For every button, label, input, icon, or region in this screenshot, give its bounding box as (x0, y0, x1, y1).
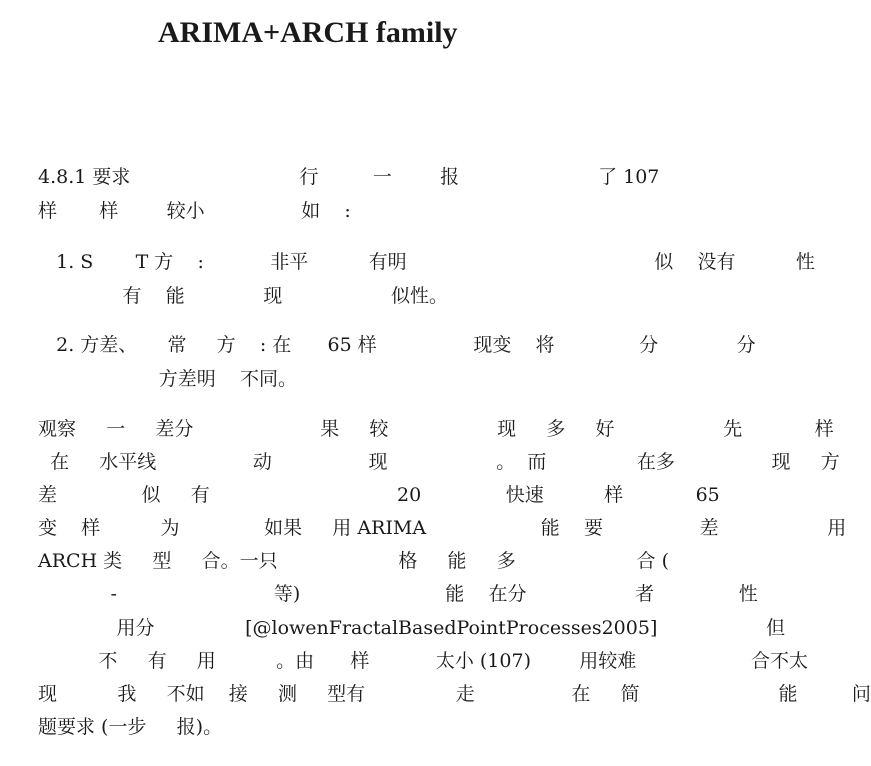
paragraph-line: 差 似 有 20 快速 样 65 (38, 484, 720, 506)
citation-line: 用分 [@lowenFractalBasedPointProcesses2005] 但 (38, 617, 786, 639)
paragraph-line: ARCH 类 型 合。一只 格 能 多 合 ( (38, 550, 669, 572)
paragraph-line: 变 样 为 如果 用 ARIMA 能 要 差 用 (38, 517, 847, 539)
text-line: 样 样 较小 如 : (38, 200, 351, 222)
paragraph-line: 在 水平线 动 现 。 而 在多 现 方 (38, 451, 840, 473)
list-item-1-line: 1. S T 方 : 非平 有明 似 没有 性 (38, 251, 815, 273)
paragraph-line: 不 有 用 。由 样 太小 (107) 用较难 合不太 (38, 650, 809, 672)
list-item-2-line: 2. 方差、 常 方 : 在 65 样 现变 将 分 分 (38, 334, 756, 356)
page-title: ARIMA+ARCH family (158, 16, 458, 49)
paragraph-line: - 等) 能 在分 者 性 (38, 583, 758, 605)
paragraph-line: 题要求 (一步 报)。 (38, 716, 223, 738)
section-heading-line: 4.8.1 要求 行 一 报 了 107 (38, 166, 660, 188)
paragraph-line: 观察 一 差分 果 较 现 多 好 先 样 (38, 418, 834, 440)
list-item-2-continuation: 方差明 不同。 (38, 368, 297, 390)
list-item-1-continuation: 有 能 现 似性。 (38, 285, 448, 307)
paragraph-line: 现 我 不如 接 测 型有 走 在 简 能 问 (38, 683, 871, 705)
